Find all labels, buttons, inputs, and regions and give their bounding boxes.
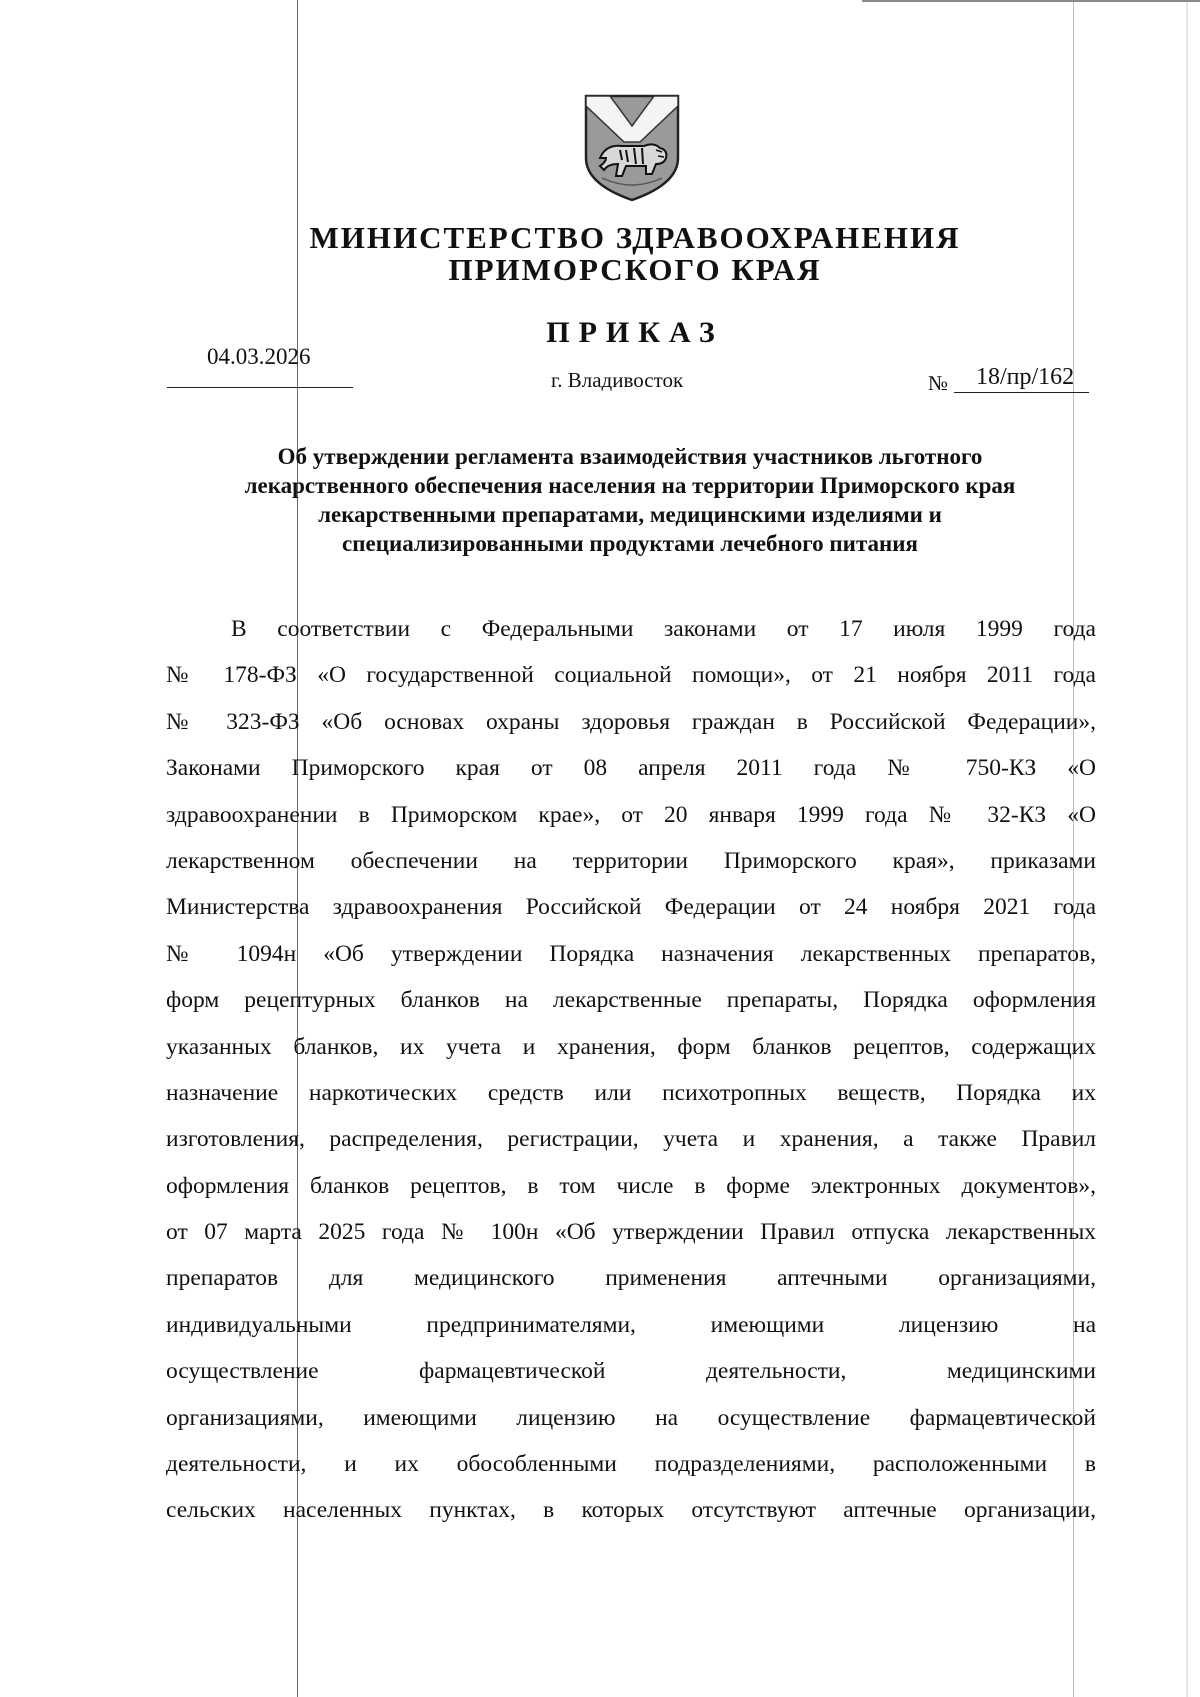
body-line: изготовления, распределения, регистрации, учета и хранения, а также Правил (166, 1126, 1096, 1153)
ministry-name-line: МИНИСТЕРСТВО ЗДРАВООХРАНЕНИЯ (309, 220, 961, 255)
body-line: деятельности, и их обособленными подразделениями, расположенными в (166, 1451, 1096, 1478)
body-line: указанных бланков, их учета и хранения, форм бланков рецептов, содержащих (166, 1033, 1096, 1060)
coat-of-arms-icon (582, 92, 682, 204)
subject-line: лекарственными препаратами, медицинскими изделиями и (318, 502, 942, 527)
body-line: лекарственном обеспечении на территории Приморского края», приказами (166, 847, 1096, 874)
body-line: № 323-ФЗ «Об основах охраны здоровья граждан в Российской Федерации», (166, 708, 1096, 735)
body-line: сельских населенных пунктах, в которых отсутствуют аптечные организации, (166, 1497, 1096, 1524)
subject-line: Об утверждении регламента взаимодействия участников льготного (277, 444, 983, 469)
order-body (166, 606, 1096, 1534)
body-line: форм рецептурных бланков на лекарственные препараты, Порядка оформления (166, 987, 1096, 1014)
body-line: индивидуальными предпринимателями, имеющими лицензию на (166, 1311, 1096, 1338)
scan-artifact-line (1186, 0, 1188, 1697)
ministry-name-line: ПРИМОРСКОГО КРАЯ (448, 252, 822, 287)
body-line: № 1094н «Об утверждении Порядка назначения лекарственных препаратов, (166, 940, 1096, 967)
ministry-name (200, 222, 1070, 286)
scan-artifact-line (862, 0, 1200, 2)
body-line: организациями, имеющими лицензию на осуществление фармацевтической (166, 1404, 1096, 1431)
body-line: оформления бланков рецептов, в том числе в форме электронных документов», (166, 1172, 1096, 1199)
body-line: препаратов для медицинского применения аптечными организациями, (166, 1265, 1096, 1292)
order-number: 18/пр/162 (976, 364, 1075, 390)
body-line: здравоохранении в Приморском крае», от 20 января 1999 года № 32-КЗ «О (166, 801, 1096, 828)
subject-line: лекарственного обеспечения населения на территории Приморского края (244, 473, 1016, 498)
document-type: ПРИКАЗ (546, 316, 724, 349)
number-sign: № (928, 371, 949, 395)
subject-line: специализированными продуктами лечебного питания (342, 531, 918, 556)
body-line: № 178-ФЗ «О государственной социальной помощи», от 21 ноября 2011 года (166, 662, 1096, 689)
order-subject (150, 442, 1110, 558)
date-underline (167, 387, 353, 388)
body-line: от 07 марта 2025 года № 100н «Об утверждении Правил отпуска лекарственных (166, 1219, 1096, 1246)
body-line: Законами Приморского края от 08 апреля 2011 года № 750-КЗ «О (166, 755, 1096, 782)
body-line: Министерства здравоохранения Российской Федерации от 24 ноября 2021 года (166, 894, 1096, 921)
body-line: назначение наркотических средств или психотропных веществ, Порядка их (166, 1079, 1096, 1106)
body-line: осуществление фармацевтической деятельности, медицинскими (166, 1358, 1096, 1385)
order-date: 04.03.2026 (207, 344, 311, 369)
issue-city: г. Владивосток (551, 368, 684, 392)
number-underline (954, 392, 1089, 393)
body-line: В соответствии с Федеральными законами от 17 июля 1999 года (231, 616, 1096, 642)
